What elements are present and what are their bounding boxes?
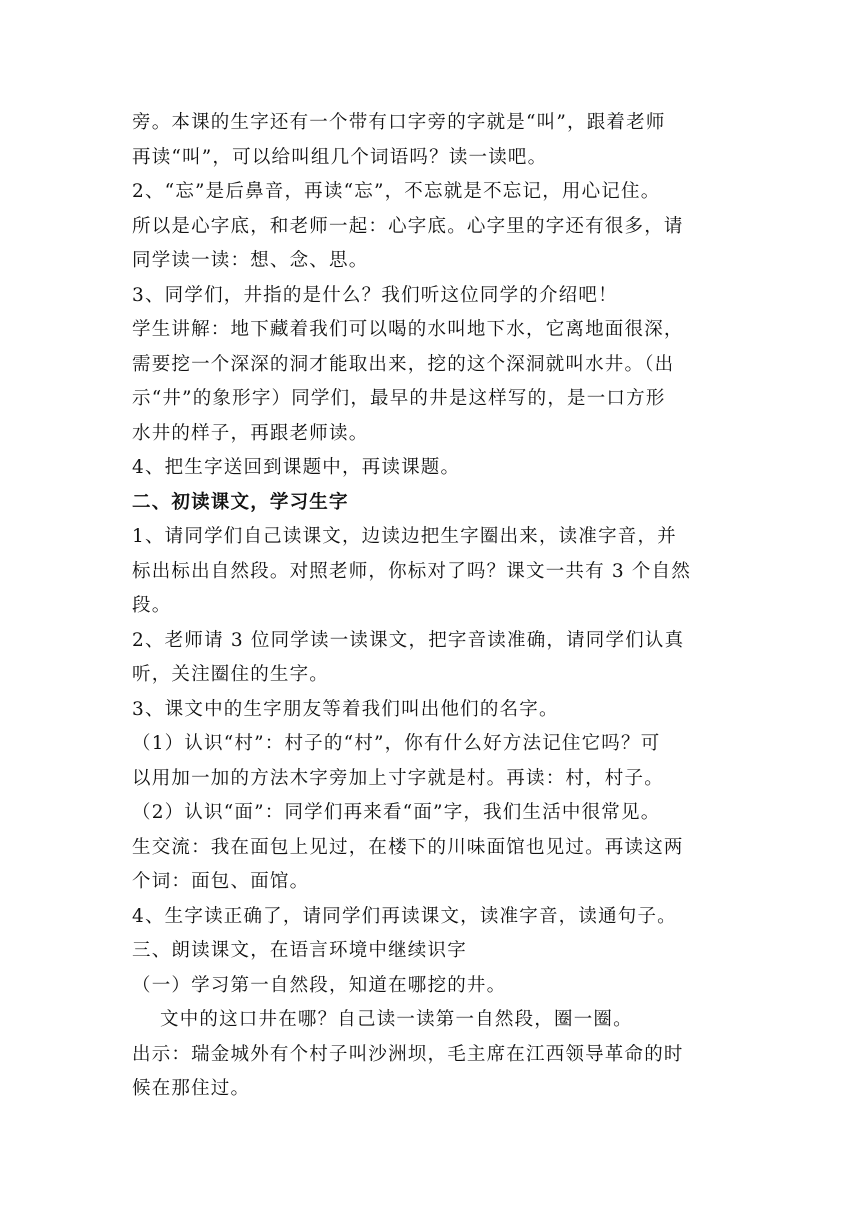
text-line: 段。: [132, 595, 172, 616]
text-line: 旁。本课的生字还有一个带有口字旁的字就是“叫”，跟着老师: [132, 112, 666, 133]
text-line: 生交流：我在面包上见过，在楼下的川味面馆也见过。再读这两: [132, 836, 684, 858]
text-line: 3、课文中的生字朋友等着我们叫出他们的名字。: [132, 698, 559, 720]
text-line: 3、同学们，井指的是什么？我们听这位同学的介绍吧！: [132, 284, 618, 306]
text-line: 候在那住过。: [132, 1078, 251, 1099]
text-line: 文中的这口井在哪？自己读一读第一自然段，圈一圈。: [160, 1009, 633, 1030]
document-body: [132, 106, 732, 1107]
text-line: 2、“忘”是后鼻音，再读“忘”，不忘就是不忘记，用心记住。: [132, 181, 661, 202]
text-line: （2）认识“面”：同学们再来看“面”字，我们生活中很常见。: [132, 802, 661, 823]
text-line: 水井的样子，再跟老师读。: [132, 422, 369, 444]
text-line: 三、朗读课文，在语言环境中继续识字: [132, 940, 467, 961]
text-line: 个词：面包、面馆。: [132, 871, 310, 892]
text-line: 示“井”的象形字）同学们，最早的井是这样写的，是一口方形: [132, 388, 666, 409]
text-line: 标出标出自然段。对照老师，你标对了吗？课文一共有 3 个自然: [132, 560, 692, 582]
text-line: 1、请同学们自己读课文，边读边把生字圈出来，读准字音，并: [132, 526, 677, 547]
text-line: 2、老师请 3 位同学读一读课文，把字音读准确，请同学们认真: [132, 629, 685, 651]
text-line: 所以是心字底，和老师一起：心字底。心字里的字还有很多，请: [132, 215, 684, 237]
text-line: 学生讲解：地下藏着我们可以喝的水叫地下水，它离地面很深，: [132, 319, 684, 340]
text-line: 需要挖一个深深的洞才能取出来，挖的这个深洞就叫水井。（出: [132, 353, 675, 375]
text-line: （1）认识“村”：村子的“村”，你有什么好方法记住它吗？可: [132, 733, 661, 754]
section-heading: 二、初读课文，学习生字: [132, 491, 349, 513]
text-line: 以用加一加的方法木字旁加上寸字就是村。再读：村，村子。: [132, 767, 664, 789]
text-line: 4、把生字送回到课题中，再读课题。: [132, 457, 461, 478]
text-line: 出示：瑞金城外有个村子叫沙洲坝，毛主席在江西领导革命的时: [132, 1043, 684, 1065]
text-line: 4、生字读正确了，请同学们再读课文，读准字音，读通句子。: [132, 905, 677, 927]
text-line: 听，关注圈住的生字。: [132, 664, 330, 685]
text-line: 再读“叫”，可以给叫组几个词语吗？读一读吧。: [132, 146, 548, 168]
text-line: （一）学习第一自然段，知道在哪挖的井。: [132, 974, 507, 996]
text-line: 同学读一读：想、念、思。: [132, 250, 369, 271]
